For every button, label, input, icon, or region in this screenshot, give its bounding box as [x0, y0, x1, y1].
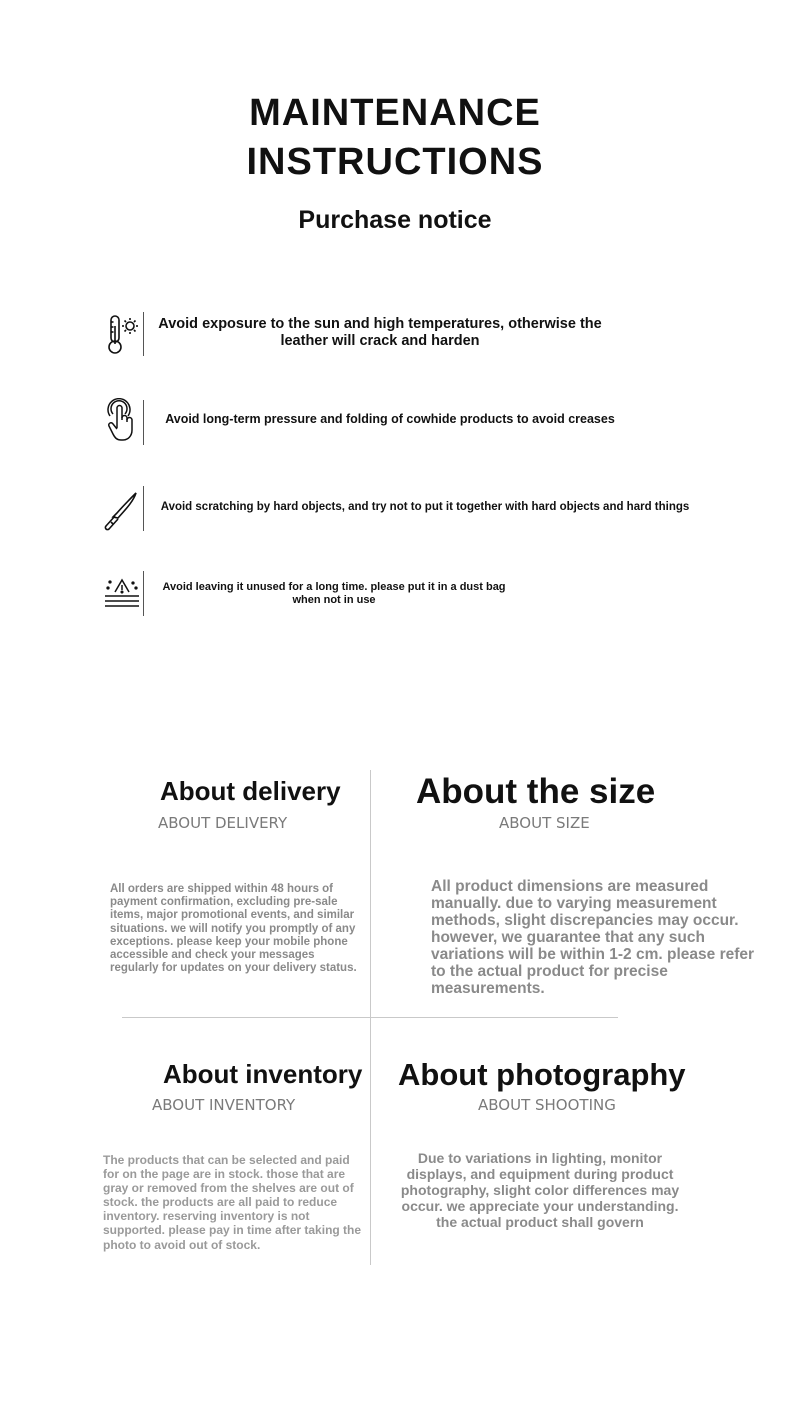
delivery-subtitle: ABOUT DELIVERY [158, 814, 288, 832]
photography-body: Due to variations in lighting, monitor displays, and equipment during product photography, slight color differences may occur. we appreciate your understanding. the actual product shall govern [400, 1150, 680, 1230]
finger-press-icon [103, 398, 139, 442]
grid-divider-horizontal [122, 1017, 618, 1018]
instruction-text: Avoid long-term pressure and folding of cowhide products to avoid creases [165, 412, 615, 426]
page-subtitle: Purchase notice [298, 206, 492, 234]
delivery-title: About delivery [160, 776, 341, 806]
thermometer-sun-icon [104, 312, 140, 356]
dust-layers-icon [104, 576, 140, 620]
size-title: About the size [416, 772, 656, 811]
size-body: All product dimensions are measured manually. due to varying measurement methods, slight discrepancies may occur. however, we guarantee that any such variations will be within 1-2 cm. please refer to the actual product for precise measurements. [431, 878, 755, 997]
inventory-title: About inventory [163, 1059, 363, 1089]
delivery-body: All orders are shipped within 48 hours of payment confirmation, excluding pre-sale items, major promotional events, and similar situations. we will notify you promptly of any exceptions. please keep your mobile phone accessible and check your messages regularly for updates on your delivery status. [110, 883, 357, 975]
row-divider [143, 486, 144, 531]
size-subtitle: ABOUT SIZE [499, 814, 590, 832]
inventory-body: The products that can be selected and paid for on the page are in stock. those that are gray or removed from the shelves are out of stock. the products are all paid to reduce inventory. reserving inventory is not supported. please pay in time after taking the photo to avoid out of stock. [103, 1153, 362, 1252]
instruction-text: Avoid scratching by hard objects, and try not to put it together with hard objects and hard things [160, 501, 690, 513]
row-divider [143, 400, 144, 445]
knife-icon [103, 488, 139, 532]
instruction-text: Avoid leaving it unused for a long time. please put it in a dust bag when not in use [162, 581, 506, 607]
instruction-text: Avoid exposure to the sun and high temperatures, otherwise the leather will crack and harden [158, 316, 602, 350]
row-divider [143, 312, 144, 356]
photography-title: About photography [398, 1057, 686, 1092]
photography-subtitle: ABOUT SHOOTING [478, 1096, 616, 1114]
page-title-line1: MAINTENANCE [249, 92, 541, 134]
page-title-line2: INSTRUCTIONS [246, 141, 544, 183]
row-divider [143, 571, 144, 616]
inventory-subtitle: ABOUT INVENTORY [152, 1096, 296, 1114]
